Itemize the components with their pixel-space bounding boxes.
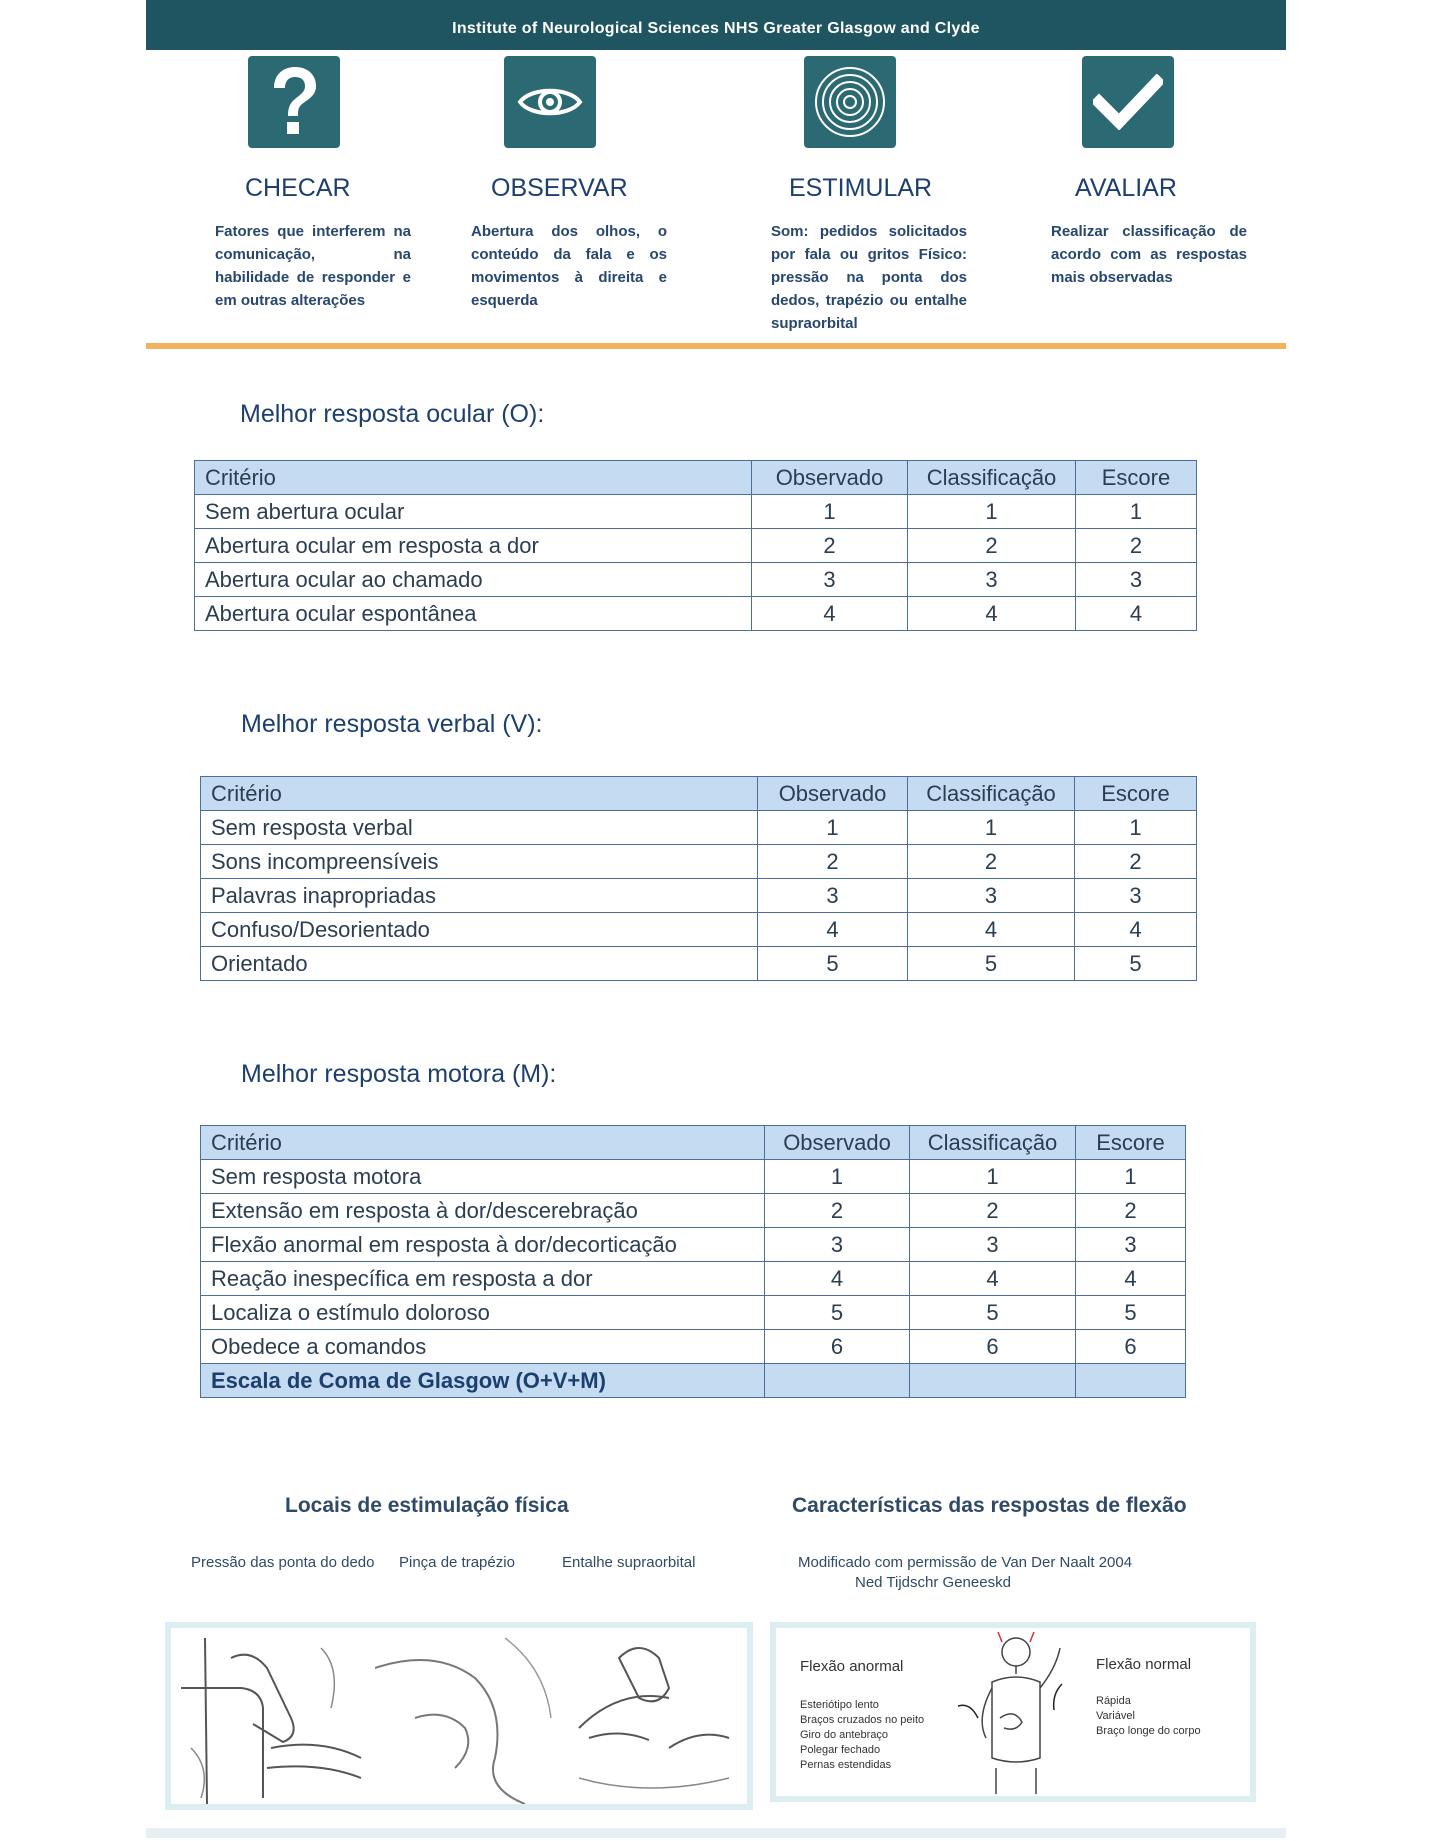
ocular-table bbox=[194, 460, 1197, 631]
normal-flexion-list bbox=[1096, 1694, 1201, 1739]
step-estimular bbox=[771, 56, 1001, 332]
list-item: Esteriótipo lento bbox=[800, 1699, 879, 1711]
abnormal-flexion-list bbox=[800, 1698, 924, 1773]
column-header: Classificação bbox=[908, 777, 1075, 811]
column-header: Critério bbox=[201, 1126, 765, 1160]
step-avaliar bbox=[1051, 56, 1281, 286]
step-title: AVALIAR bbox=[1075, 174, 1177, 202]
observed-cell: 3 bbox=[758, 879, 908, 913]
abnormal-flexion-title: Flexão anormal bbox=[800, 1658, 904, 1675]
total-score-cell[interactable] bbox=[1076, 1364, 1186, 1398]
list-item: Variável bbox=[1096, 1710, 1135, 1722]
step-checar bbox=[215, 56, 445, 309]
criterion-cell: Localiza o estímulo doloroso bbox=[201, 1296, 765, 1330]
score-cell: 1 bbox=[1076, 495, 1197, 529]
column-header: Escore bbox=[1076, 1126, 1186, 1160]
step-observar bbox=[471, 56, 701, 309]
score-cell: 2 bbox=[1076, 529, 1197, 563]
list-item: Braços cruzados no peito bbox=[800, 1714, 925, 1726]
classification-cell: 5 bbox=[908, 947, 1075, 981]
score-cell: 3 bbox=[1076, 563, 1197, 597]
header-title: Institute of Neurological Sciences NHS Greater Glasgow and Clyde bbox=[452, 20, 980, 37]
criterion-cell: Abertura ocular ao chamado bbox=[195, 563, 752, 597]
column-header: Escore bbox=[1076, 461, 1197, 495]
trapezius-pinch-sketch bbox=[375, 1628, 555, 1804]
score-cell: 1 bbox=[1075, 811, 1197, 845]
column-header: Escore bbox=[1075, 777, 1197, 811]
table-row bbox=[201, 1228, 1186, 1262]
column-header: Observado bbox=[758, 777, 908, 811]
observed-cell: 4 bbox=[758, 913, 908, 947]
observed-cell: 6 bbox=[765, 1330, 910, 1364]
step-title: ESTIMULAR bbox=[789, 174, 933, 202]
table-row bbox=[195, 529, 1197, 563]
table-header-row bbox=[201, 777, 1197, 811]
score-cell: 4 bbox=[1076, 1262, 1186, 1296]
observed-cell: 3 bbox=[765, 1228, 910, 1262]
score-cell: 2 bbox=[1076, 1194, 1186, 1228]
score-cell: 5 bbox=[1075, 947, 1197, 981]
list-item: Braço longe do corpo bbox=[1096, 1725, 1201, 1737]
column-header: Observado bbox=[765, 1126, 910, 1160]
table-row bbox=[201, 947, 1197, 981]
table-row bbox=[201, 879, 1197, 913]
criterion-cell: Obedece a comandos bbox=[201, 1330, 765, 1364]
verbal-table bbox=[200, 776, 1197, 981]
list-item: Pernas estendidas bbox=[800, 1759, 892, 1771]
classification-cell: 6 bbox=[910, 1330, 1076, 1364]
score-cell: 4 bbox=[1075, 913, 1197, 947]
score-cell: 5 bbox=[1076, 1296, 1186, 1330]
table-header-row bbox=[201, 1126, 1186, 1160]
score-cell: 1 bbox=[1076, 1160, 1186, 1194]
classification-cell: 2 bbox=[910, 1194, 1076, 1228]
column-header: Classificação bbox=[908, 461, 1076, 495]
table-row bbox=[201, 1160, 1186, 1194]
flexion-illustration bbox=[770, 1622, 1256, 1802]
classification-cell: 1 bbox=[910, 1160, 1076, 1194]
criterion-cell: Abertura ocular espontânea bbox=[195, 597, 752, 631]
table-row bbox=[195, 563, 1197, 597]
criterion-cell: Palavras inapropriadas bbox=[201, 879, 758, 913]
question-mark-icon bbox=[248, 56, 340, 148]
criterion-cell: Abertura ocular em resposta a dor bbox=[195, 529, 752, 563]
observed-cell: 1 bbox=[758, 811, 908, 845]
table-row bbox=[201, 913, 1197, 947]
divider bbox=[146, 343, 1286, 349]
stimulation-label: Entalhe supraorbital bbox=[562, 1554, 696, 1571]
step-title: CHECAR bbox=[245, 174, 351, 202]
step-description: Som: pedidos solicitados por fala ou gritos Físico: pressão na ponta dos dedos, trapézio ou entalhe supraorbital bbox=[771, 223, 967, 332]
classification-cell: 1 bbox=[908, 811, 1075, 845]
observed-cell: 4 bbox=[752, 597, 908, 631]
classification-cell: 4 bbox=[908, 913, 1075, 947]
table-row bbox=[201, 1194, 1186, 1228]
criterion-cell: Sons incompreensíveis bbox=[201, 845, 758, 879]
stimulation-title: Locais de estimulação física bbox=[285, 1494, 569, 1517]
criterion-cell: Sem abertura ocular bbox=[195, 495, 752, 529]
column-header: Observado bbox=[752, 461, 908, 495]
classification-cell: 2 bbox=[908, 845, 1075, 879]
verbal-section-title: Melhor resposta verbal (V): bbox=[241, 710, 543, 738]
observed-cell: 2 bbox=[765, 1194, 910, 1228]
step-description: Abertura dos olhos, o conteúdo da fala e os movimentos à direita e esquerda bbox=[471, 223, 667, 309]
observed-cell: 5 bbox=[765, 1296, 910, 1330]
criterion-cell: Confuso/Desorientado bbox=[201, 913, 758, 947]
observed-cell: 4 bbox=[765, 1262, 910, 1296]
table-row bbox=[195, 495, 1197, 529]
table-row bbox=[201, 1330, 1186, 1364]
score-cell: 4 bbox=[1076, 597, 1197, 631]
list-item: Giro do antebraço bbox=[800, 1729, 889, 1741]
normal-flexion-title: Flexão normal bbox=[1096, 1656, 1192, 1673]
column-header: Critério bbox=[195, 461, 752, 495]
criterion-cell: Extensão em resposta à dor/descerebração bbox=[201, 1194, 765, 1228]
criterion-cell: Sem resposta motora bbox=[201, 1160, 765, 1194]
credit-line: Ned Tijdschr Geneeskd bbox=[855, 1574, 1011, 1591]
criterion-cell: Orientado bbox=[201, 947, 758, 981]
header-bar bbox=[146, 0, 1286, 50]
score-cell: 2 bbox=[1075, 845, 1197, 879]
column-header: Critério bbox=[201, 777, 758, 811]
criterion-cell: Reação inespecífica em resposta a dor bbox=[201, 1262, 765, 1296]
table-row bbox=[195, 597, 1197, 631]
step-title: OBSERVAR bbox=[491, 174, 628, 202]
total-row bbox=[201, 1364, 1186, 1398]
supraorbital-notch-sketch bbox=[559, 1628, 747, 1804]
observed-cell: 3 bbox=[752, 563, 908, 597]
score-cell: 6 bbox=[1076, 1330, 1186, 1364]
checkmark-icon bbox=[1082, 56, 1174, 148]
stimulation-label: Pressão das ponta do dedo bbox=[191, 1554, 375, 1571]
table-header-row bbox=[195, 461, 1197, 495]
observed-cell: 2 bbox=[752, 529, 908, 563]
total-label: Escala de Coma de Glasgow (O+V+M) bbox=[201, 1364, 765, 1398]
motor-table bbox=[200, 1125, 1186, 1398]
classification-cell: 4 bbox=[908, 597, 1076, 631]
table-row bbox=[201, 1296, 1186, 1330]
credit-line: Modificado com permissão de Van Der Naalt 2004 bbox=[798, 1554, 1133, 1571]
total-classification-cell[interactable] bbox=[910, 1364, 1076, 1398]
column-header: Classificação bbox=[910, 1126, 1076, 1160]
stimulation-label: Pinça de trapézio bbox=[399, 1554, 515, 1571]
observed-cell: 2 bbox=[758, 845, 908, 879]
list-item: Rápida bbox=[1096, 1695, 1131, 1707]
motor-section-title: Melhor resposta motora (M): bbox=[241, 1060, 557, 1088]
score-cell: 3 bbox=[1076, 1228, 1186, 1262]
stimulation-illustrations bbox=[165, 1622, 753, 1810]
step-description: Fatores que interferem na comunicação, na habilidade de responder e em outras alterações bbox=[215, 223, 411, 309]
classification-cell: 2 bbox=[908, 529, 1076, 563]
table-row bbox=[201, 845, 1197, 879]
classification-cell: 5 bbox=[910, 1296, 1076, 1330]
classification-cell: 3 bbox=[910, 1228, 1076, 1262]
classification-cell: 4 bbox=[910, 1262, 1076, 1296]
classification-cell: 3 bbox=[908, 879, 1075, 913]
table-row bbox=[201, 811, 1197, 845]
total-observed-cell[interactable] bbox=[765, 1364, 910, 1398]
observed-cell: 1 bbox=[765, 1160, 910, 1194]
concentric-circles-icon bbox=[804, 56, 896, 148]
observed-cell: 1 bbox=[752, 495, 908, 529]
flexion-title: Características das respostas de flexão bbox=[792, 1494, 1187, 1517]
footer-divider bbox=[146, 1828, 1286, 1838]
fingertip-pressure-sketch bbox=[171, 1628, 371, 1804]
list-item: Polegar fechado bbox=[800, 1744, 881, 1756]
eye-icon bbox=[504, 56, 596, 148]
score-cell: 3 bbox=[1075, 879, 1197, 913]
criterion-cell: Flexão anormal em resposta à dor/decorticação bbox=[201, 1228, 765, 1262]
classification-cell: 3 bbox=[908, 563, 1076, 597]
step-description: Realizar classificação de acordo com as respostas mais observadas bbox=[1051, 223, 1247, 286]
criterion-cell: Sem resposta verbal bbox=[201, 811, 758, 845]
observed-cell: 5 bbox=[758, 947, 908, 981]
body-figure-sketch bbox=[956, 1628, 1086, 1796]
table-row bbox=[201, 1262, 1186, 1296]
ocular-section-title: Melhor resposta ocular (O): bbox=[240, 400, 545, 428]
classification-cell: 1 bbox=[908, 495, 1076, 529]
